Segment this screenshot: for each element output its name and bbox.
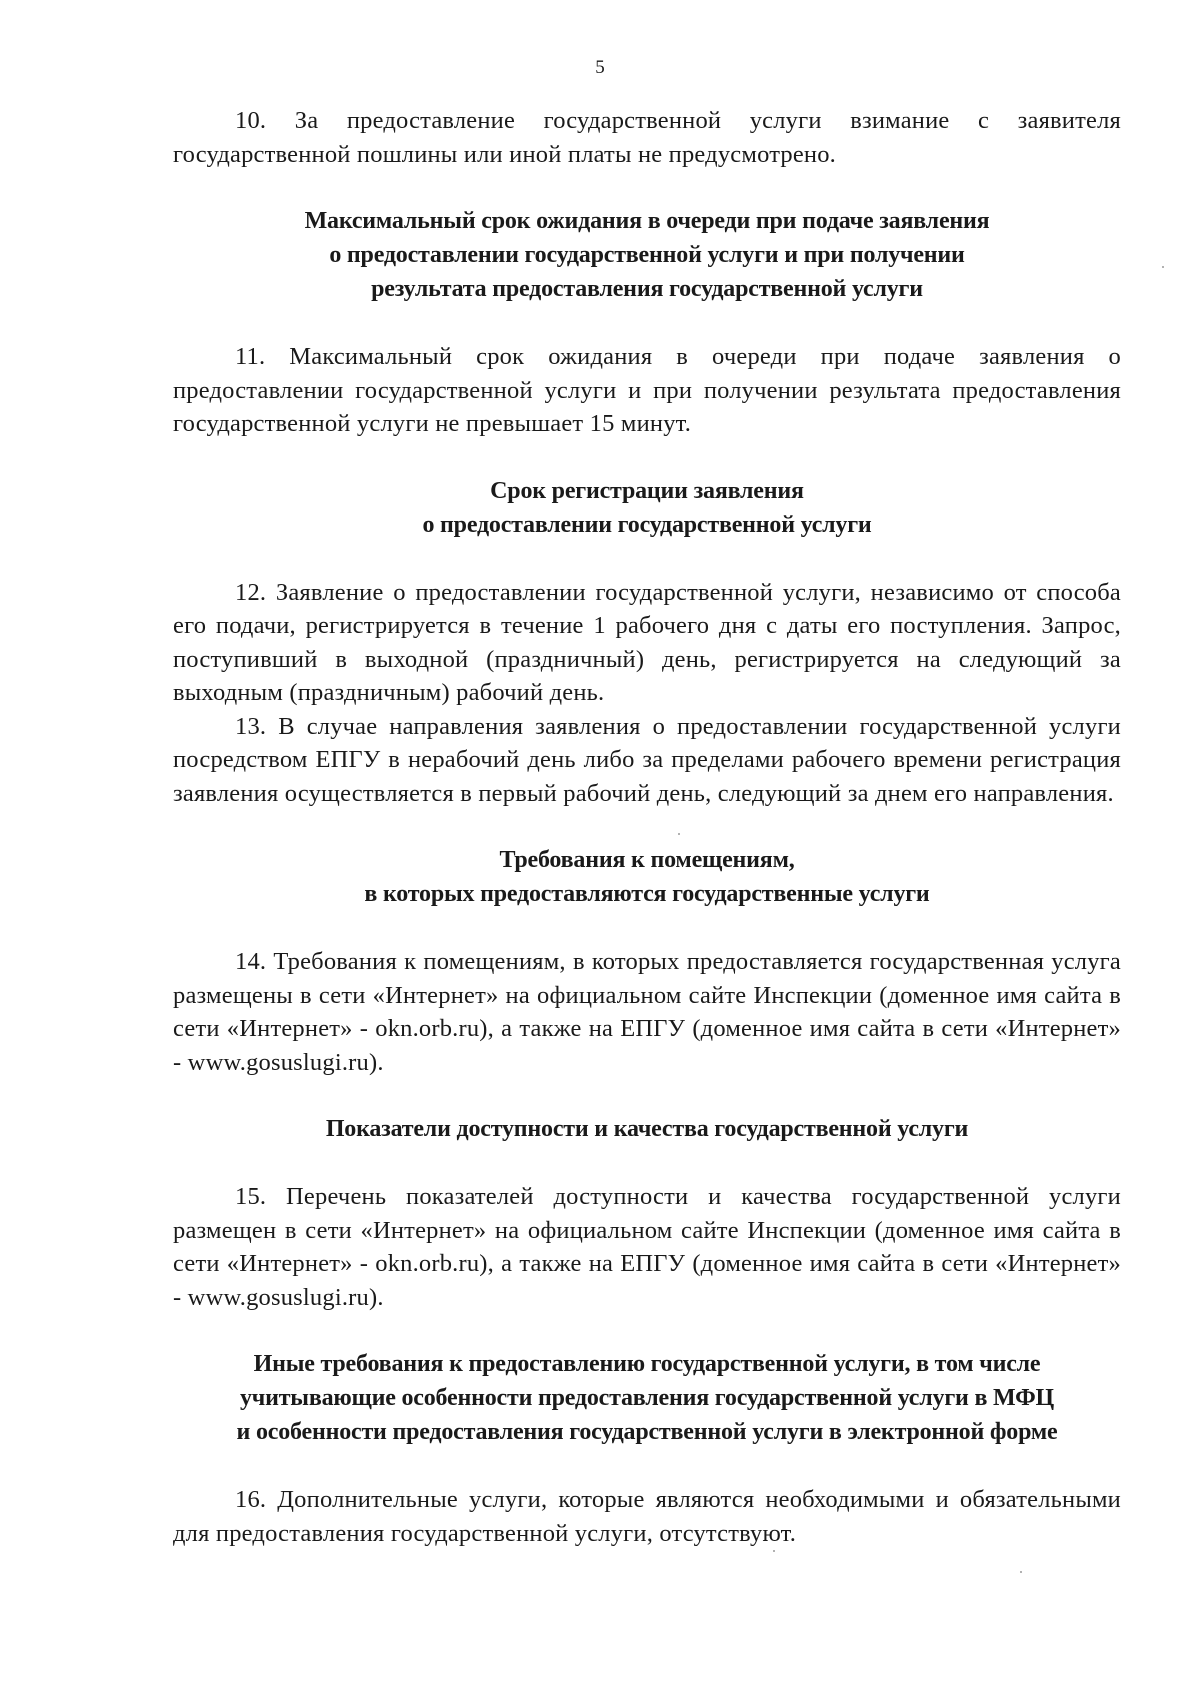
heading-line: в которых предоставляются государственные услуги (364, 881, 930, 907)
heading-line: и особенности предоставления государственной услуги в электронной форме (236, 1419, 1058, 1445)
paragraph-11: 11. Максимальный срок ожидания в очереди при подаче заявления о предоставлении государственной услуги и при получении результата предоставления государственной услуги не превышает 15 минут. (173, 343, 1121, 437)
heading-line: о предоставлении государственной услуги (422, 511, 872, 538)
paragraph-12: 12. Заявление о предоставлении государственной услуги, независимо от способа его подачи, регистрируется в течение 1 рабочего дня с даты его поступления. Запрос, поступивший в выходной (праздничный) день, регистрируется на следующий за выходным (праздничным) рабочий день. (173, 578, 1121, 706)
heading-line: учитывающие особенности предоставления государственной услуги в МФЦ (239, 1385, 1055, 1411)
heading-premises-requirements (173, 843, 1121, 911)
paragraph-15: 15. Перечень показателей доступности и качества государственной услуги размещен в сети «Интернет» на официальном сайте Инспекции (доменное имя сайта в сети «Интернет» - okn.orb.ru), а также на ЕПГУ (доменное имя сайта в сети «Интернет» - www.gosuslugi.ru). (173, 1183, 1121, 1311)
paragraph-16: 16. Дополнительные услуги, которые являются необходимыми и обязательными для предоставления государственной услуги, отсутствуют. (173, 1486, 1121, 1547)
heading-line: Требования к помещениям, (499, 847, 795, 873)
scan-speck (1162, 266, 1164, 268)
heading-registration-term (173, 474, 1121, 542)
paragraph-13: 13. В случае направления заявления о предоставлении государственной услуги посредством ЕПГУ в нерабочий день либо за пределами рабочего времени регистрация заявления осуществляется в первый рабочий день, следующий за днем его направления. (173, 712, 1121, 807)
page-number: 5 (595, 57, 605, 78)
heading-line: о предоставлении государственной услуги и при получении (329, 242, 965, 268)
scan-speck (1020, 1571, 1022, 1573)
heading-line: Срок регистрации заявления (490, 477, 804, 504)
heading-line: Максимальный срок ожидания в очереди при подаче заявления (304, 208, 990, 234)
heading-line: результата предоставления государственной услуги (371, 276, 923, 302)
document-body (173, 104, 1121, 1550)
paragraph-14: 14. Требования к помещениям, в которых предоставляется государственная услуга размещены в сети «Интернет» на официальном сайте Инспекции (доменное имя сайта в сети «Интернет» - okn.orb.ru), а также на ЕПГУ (доменное имя сайта в сети «Интернет» - www.gosuslugi.ru). (173, 948, 1121, 1076)
heading-max-wait-time (173, 204, 1121, 306)
heading-line: Показатели доступности и качества государственной услуги (325, 1116, 969, 1142)
paragraph-10: 10. За предоставление государственной услуги взимание с заявителя государственной пошлины или иной платы не предусмотрено. (173, 107, 1121, 168)
heading-other-requirements (173, 1347, 1121, 1449)
heading-accessibility-quality (173, 1112, 1121, 1146)
scan-speck (678, 833, 680, 835)
heading-line: Иные требования к предоставлению государственной услуги, в том числе (253, 1351, 1041, 1377)
scan-speck (773, 1550, 775, 1552)
